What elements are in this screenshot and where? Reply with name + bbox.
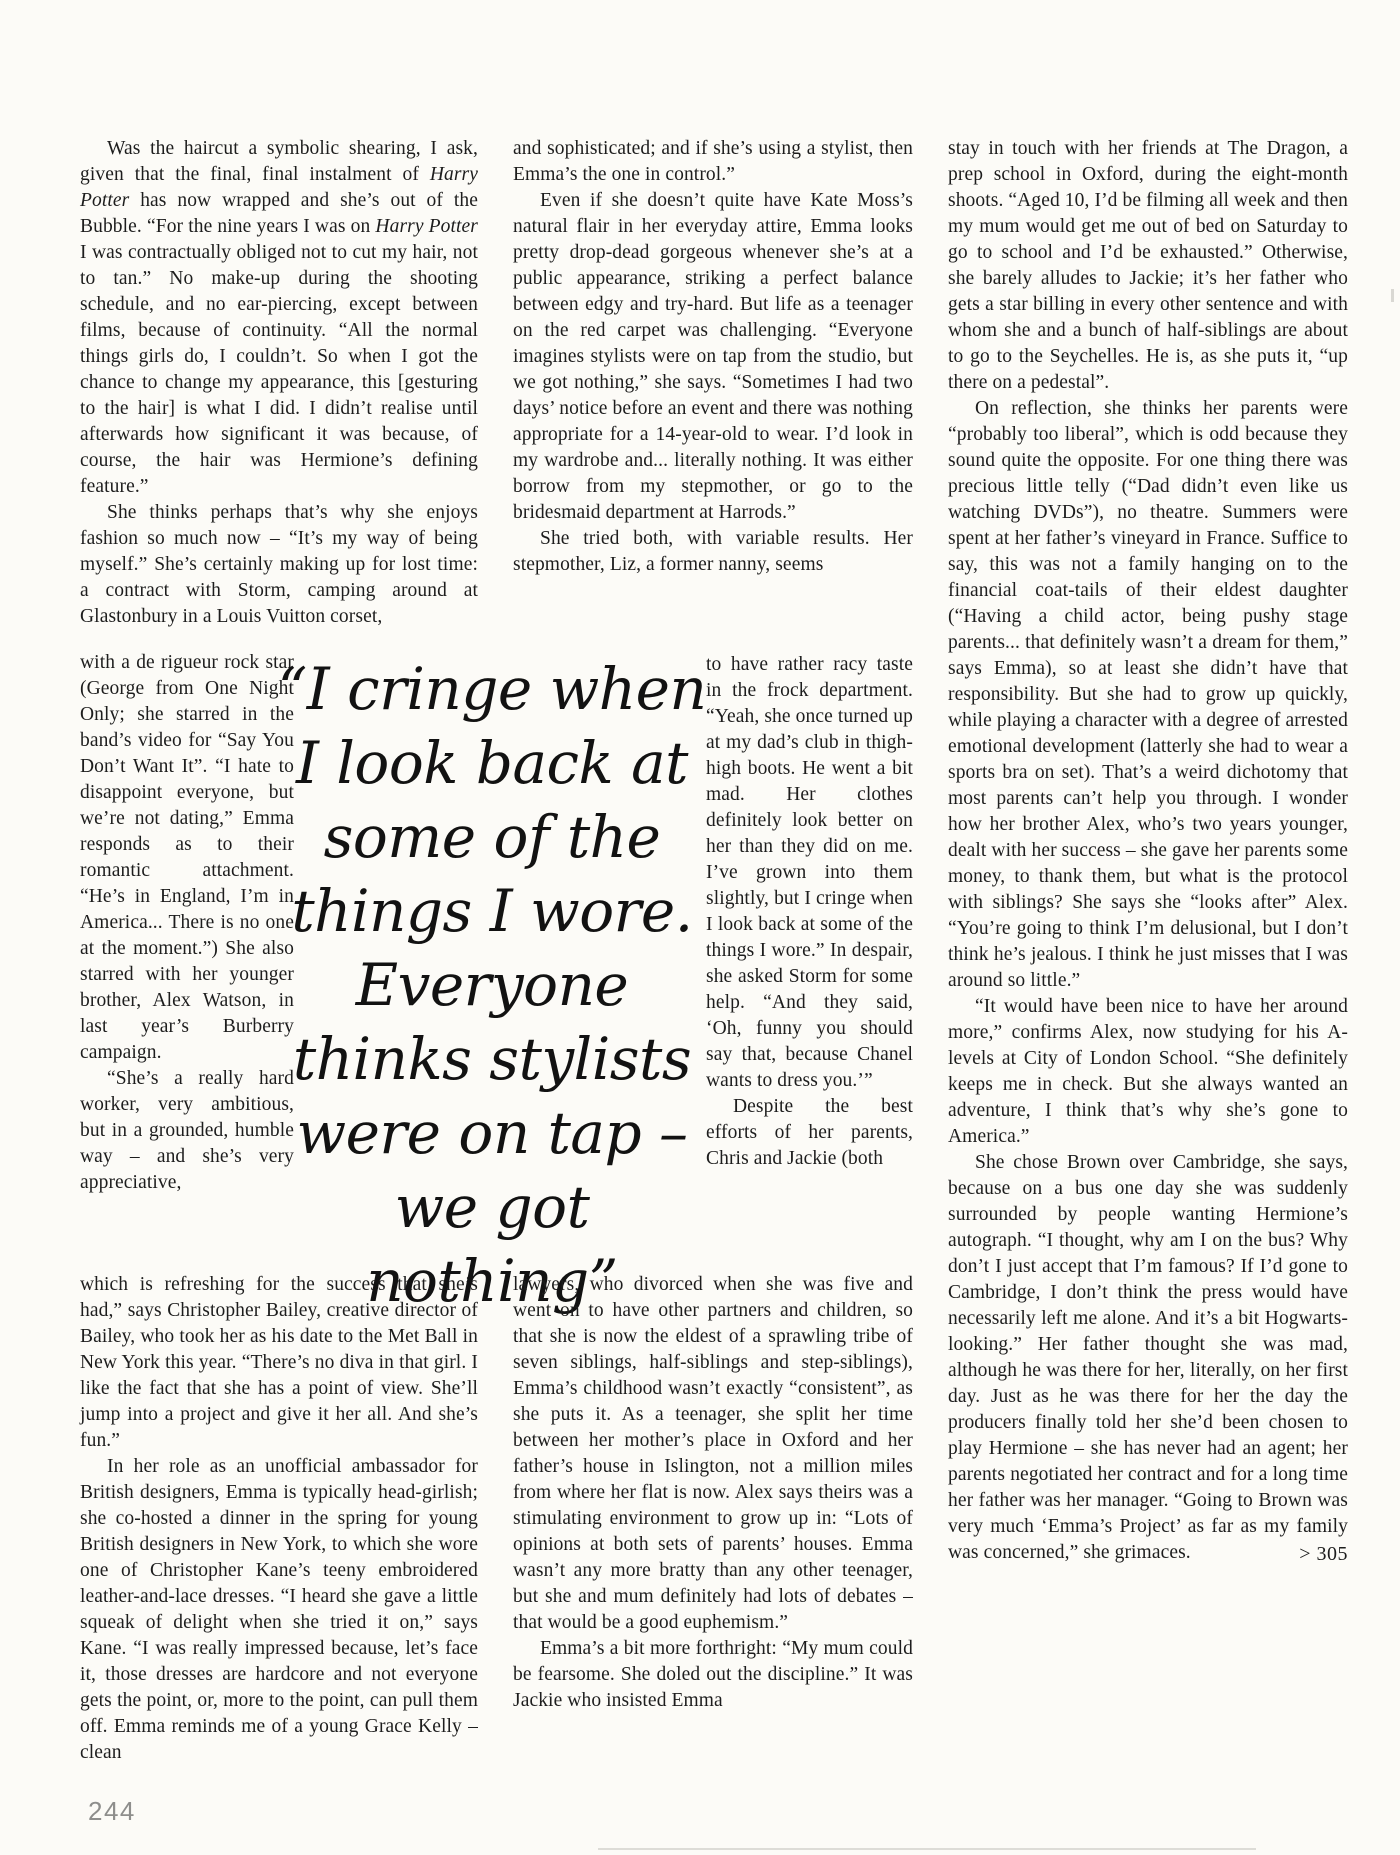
pull-quote-line: things I wore. <box>291 877 693 945</box>
article-paragraph: “She’s a really hard worker, very ambitious, but in a grounded, humble way – and she’s very appreciative, <box>80 1068 294 1193</box>
scan-artifact-bottom-line <box>598 1848 1256 1850</box>
article-paragraph: which is refreshing for the success that she’s had,” says Christopher Bailey, creative director of Bailey, who took her as his date to the Met Ball in New York this year. “There’s no diva in that girl. I like the fact that she has a point of view. She’ll jump into a project and give it her all. And she’s fun.” <box>80 1274 478 1451</box>
article-paragraph: Even if she doesn’t quite have Kate Moss’s natural flair in her everyday attire, Emma looks pretty drop-dead gorgeous whenever she’s at a public appearance, striking a perfect balance between edgy and try-hard. But life as a teenager on the red carpet was challenging. “Everyone imagines stylists were on tap from the studio, but we got nothing,” she says. “Sometimes I had two days’ notice before an event and there was nothing appropriate for a 14-year-old to wear. I’d look in my wardrobe and... literally nothing. It was either borrow from my stepmother, or go to the bridesmaid department at Harrods.” <box>513 190 913 523</box>
continued-on-page-marker: > 305 <box>1299 1543 1348 1565</box>
scan-artifact-right-tick <box>1391 289 1394 302</box>
article-paragraph: She chose Brown over Cambridge, she says, because on a bus one day she was suddenly surrounded by people wanting Hermione’s autograph. “I thought, why am I on the bus? Why don’t I just accept that I’m famous? If I’d gone to Cambridge, I don’t think the press would have necessarily left me alone. And it’s a bit Hogwarts-looking.” Her father thought she was mad, although he was there for her, literally, on her first day. Just as he was there for her the day the producers finally told her she’d been chosen to play Hermione – she has never had an agent; her parents negotiated her contract and for a long time her father was her manager. “Going to Brown was very much ‘Emma’s Project’ as far as my family was concerned,” she grimaces. <box>948 1152 1348 1563</box>
article-paragraph: Despite the best efforts of her parents, Chris and Jackie (both <box>706 1096 913 1169</box>
column2-top-segment <box>513 136 913 578</box>
book-title-italic: Harry Potter <box>80 164 478 211</box>
paragraph-text: Was the haircut a symbolic shearing, I ask, given that the final, final instalment of <box>80 138 478 185</box>
page-number: 244 <box>88 1796 136 1826</box>
pull-quote-line: “I cringe when <box>277 655 707 723</box>
article-paragraph: with a de rigueur rock star (George from One Night Only; she starred in the band’s video for “Say You Don’t Want It”. “I hate to disappoint everyone, but we’re not dating,” Emma responds as to their romantic attachment. “He’s in England, I’m in America... There is no one at the moment.”) She also starred with her younger brother, Alex Watson, in last year’s Burberry campaign. <box>80 652 294 1063</box>
article-paragraph <box>80 136 478 500</box>
paragraph-text: I was contractually obliged not to cut my hair, not to tan.” No make-up during the shooting schedule, and no ear-piercing, except between films, because of continuity. “All the normal things girls do, I couldn’t. So when I got the chance to change my appearance, this [gesturing to the hair] is what I did. I didn’t realise until afterwards how significant it was because, of course, the hair was Hermione’s defining feature.” <box>80 242 478 497</box>
column1-bottom-segment <box>80 1272 478 1766</box>
column3-segment <box>948 136 1348 1566</box>
pull-quote-line: Everyone <box>355 951 629 1019</box>
article-paragraph: She thinks perhaps that’s why she enjoys fashion so much now – “It’s my way of being myself.” She’s certainly making up for lost time: a contract with Storm, camping around at Glastonbury in a Louis Vuitton corset, <box>80 502 478 627</box>
article-paragraph: lawyers, who divorced when she was five and went on to have other partners and children, so that she is now the eldest of a sprawling tribe of seven siblings, half-siblings and step-siblings), Emma’s childhood wasn’t exactly “consistent”, as she puts it. As a teenager, she split her time between her mother’s place in Oxford and her father’s house in Islington, not a million miles from where her flat is now. Alex says theirs was a stimulating environment to grow up in: “Lots of opinions at both sets of parents’ houses. Emma wasn’t any more bratty than any other teenager, but she and mum definitely had lots of debates – that would be a good euphemism.” <box>513 1274 913 1633</box>
article-paragraph: In her role as an unofficial ambassador for British designers, Emma is typically head-girlish; she co-hosted a dinner in the spring for young British designers in New York, to which she wore one of Christopher Kane’s teeny embroidered leather-and-lace dresses. “I heard she gave a little squeak of delight when she tried it on,” says Kane. “I was really impressed because, let’s face it, those dresses are hardcore and not everyone gets the point, or, more to the point, can pull them off. Emma reminds me of a young Grace Kelly – clean <box>80 1456 478 1763</box>
column1-narrow-segment <box>80 650 294 1196</box>
pull-quote-line: I look back at <box>296 729 688 797</box>
pull-quote-line: thinks stylists <box>292 1025 692 1093</box>
book-title-italic: Harry Potter <box>375 216 478 237</box>
article-paragraph: “It would have been nice to have her around more,” confirms Alex, now studying for his A-levels at City of London School. “She definitely keeps me in check. But she always wanted an adventure, I think that’s why she’s gone to America.” <box>948 996 1348 1147</box>
pull-quote <box>264 652 720 1318</box>
pull-quote-line: some of the <box>323 803 661 871</box>
column1-top-segment <box>80 136 478 630</box>
article-paragraph: stay in touch with her friends at The Dragon, a prep school in Oxford, during the eight-month shoots. “Aged 10, I’d be filming all week and then my mum would get me out of bed on Saturday to go to school and I’d be exhausted.” Otherwise, she barely alludes to Jackie; it’s her father who gets a star billing in every other sentence and with whom she and a bunch of half-siblings are about to go to the Seychelles. He is, as she puts it, “up there on a pedestal”. <box>948 138 1348 393</box>
paragraph-text: has now wrapped and she’s out of the Bubble. “For the nine years I was on <box>80 190 478 237</box>
article-paragraph: She tried both, with variable results. Her stepmother, Liz, a former nanny, seems <box>513 528 913 575</box>
pull-quote-line: we got nothing” <box>366 1173 618 1315</box>
column2-bottom-segment <box>513 1272 913 1714</box>
article-paragraph: and sophisticated; and if she’s using a stylist, then Emma’s the one in control.” <box>513 138 913 185</box>
column2-narrow-segment <box>706 652 913 1172</box>
pull-quote-line: were on tap – <box>296 1099 688 1167</box>
article-paragraph: Emma’s a bit more forthright: “My mum could be fearsome. She doled out the discipline.” It was Jackie who insisted Emma <box>513 1638 913 1711</box>
article-paragraph: to have rather racy taste in the frock department. “Yeah, she once turned up at my dad’s club in thigh-high boots. He went a bit mad. Her clothes definitely look better on her than they did on me. I’ve grown into them slightly, but I cringe when I look back at some of the things I wore.” In despair, she asked Storm for some help. “And they said, ‘Oh, funny you should say that, because Chanel wants to dress you.’” <box>706 654 913 1091</box>
article-paragraph: On reflection, she thinks her parents were “probably too liberal”, which is odd because they sound quite the opposite. For one thing there was precious little telly (“Dad didn’t even like us watching DVDs”), no theatre. Summers were spent at her father’s vineyard in France. Suffice to say, this was not a family hanging on to the financial coat-tails of their eldest daughter (“Having a child actor, being pushy stage parents... that definitely wasn’t a dream for them,” says Emma), so at least she didn’t have that responsibility. But she had to grow up quickly, while playing a character with a degree of arrested emotional development (latterly she had to wear a sports bra on set). That’s a weird dichotomy that most parents can’t help you through. I wonder how her brother Alex, who’s two years younger, dealt with her success – she gave her parents some money, to thank them, but what is the protocol with siblings? She says she “looks after” Alex. “You’re going to think I’m delusional, but I don’t think he’s jealous. I think he just misses that I was around so little.” <box>948 398 1348 991</box>
